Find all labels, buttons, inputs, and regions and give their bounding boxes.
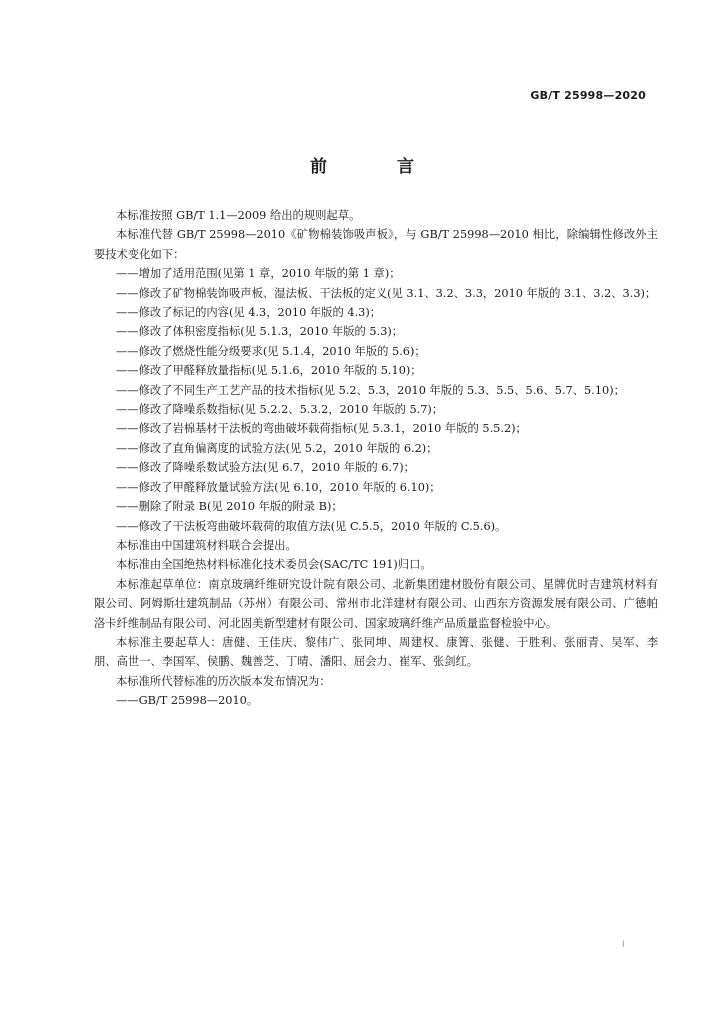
change-item: ——修改了干法板弯曲破坏载荷的取值方法(见 C.5.5，2010 年版的 C.5.6)。 [116,519,507,533]
drafters-paragraph: 本标准主要起草人：唐健、王佳庆、黎伟广、张同坤、周建权、康箐、张健、于胜利、张丽青、吴军、李朋、高世一、李国军、侯鹏、魏善芝、丁晴、潘阳、屈会力、崔军、张剑红。 [94,635,658,669]
change-item: ——修改了甲醛释放量指标(见 5.1.6，2010 年版的 5.10)； [116,364,422,378]
change-item: ——修改了降噪系数指标(见 5.2.2、5.3.2，2010 年版的 5.7)； [116,403,444,417]
drafting-units-paragraph: 本标准起草单位：南京玻璃纤维研究设计院有限公司、北新集团建材股份有限公司、星牌优时吉建筑材料有限公司、阿姆斯壮建筑制品（苏州）有限公司、常州市北洋建材有限公司、山西东方资源发展有限公司、广德帕洛卡纤维制品有限公司、河北固美新型建材有限公司、国家玻璃纤维产品质量监督检验中心。 [94,577,658,630]
standard-code: GB/T 25998—2020 [530,89,646,102]
change-item: ——修改了直角偏离度的试验方法(见 5.2，2010 年版的 6.2)； [116,441,438,455]
replacement-paragraph: 本标准代替 GB/T 25998—2010《矿物棉装饰吸声板》，与 GB/T 25998—2010 相比，除编辑性修改外主要技术变化如下： [94,228,658,261]
previous-editions-paragraph: 本标准所代替标准的历次版本发布情况为： [116,674,331,688]
change-item: ——修改了降噪系数试验方法(见 6.7，2010 年版的 6.7)； [116,461,415,475]
change-item: ——增加了适用范围(见第 1 章，2010 年版的第 1 章)； [116,267,401,281]
change-item: ——删除了附录 B(见 2010 年版的附录 B)； [116,500,343,514]
change-item: ——修改了岩棉基材干法板的弯曲破坏载荷指标(见 5.3.1，2010 年版的 5.5.2)； [116,422,527,436]
foreword-body [94,206,658,711]
change-item: ——修改了不同生产工艺产品的技术指标(见 5.2、5.3，2010 年版的 5.3、5.5、5.6、5.7、5.10)； [116,383,625,397]
change-item: ——修改了矿物棉装饰吸声板、湿法板、干法板的定义(见 3.1、3.2、3.3，2010 年版的 3.1、3.2、3.3)； [116,286,657,300]
committee-paragraph: 本标准由全国绝热材料标准化技术委员会(SAC/TC 191)归口。 [116,558,432,572]
proposer-paragraph: 本标准由中国建筑材料联合会提出。 [116,538,297,552]
previous-edition-item: ——GB/T 25998—2010。 [116,694,259,708]
page-number: I [622,940,625,950]
drafting-rules-paragraph: 本标准按照 GB/T 1.1—2009 给出的规则起草。 [116,209,361,222]
change-item: ——修改了燃烧性能分级要求(见 5.1.4，2010 年版的 5.6)； [116,344,426,358]
change-item: ——修改了标记的内容(见 4.3，2010 年版的 4.3)； [116,306,382,320]
changes-list [94,264,658,536]
page-title: 前 言 [310,157,446,177]
change-item: ——修改了体积密度指标(见 5.1.3，2010 年版的 5.3)； [116,325,404,339]
change-item: ——修改了甲醛释放量试验方法(见 6.10，2010 年版的 6.10)； [116,480,441,494]
